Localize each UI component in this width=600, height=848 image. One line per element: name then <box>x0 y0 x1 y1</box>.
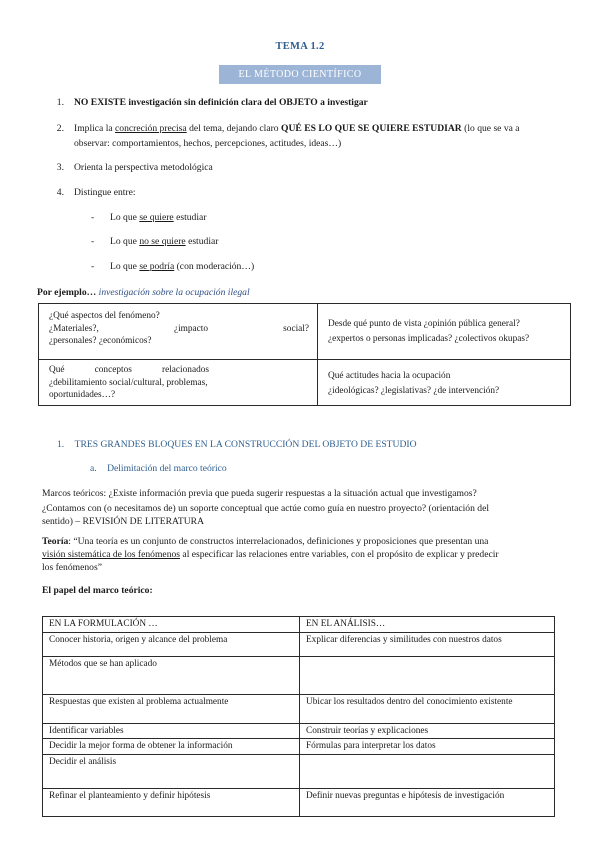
text-run: Lo que <box>110 236 140 247</box>
example-table <box>38 303 571 406</box>
paragraph: Marcos teóricos: ¿Existe información previa que pueda sugerir respuestas a la situación actual que investigamos? <box>42 488 477 499</box>
list-number: 3. <box>56 162 64 173</box>
cell-word: Qué <box>49 365 65 375</box>
page-title: TEMA 1.2 <box>275 41 325 52</box>
table-cell <box>39 360 318 406</box>
cell-line: ¿expertos o personas implicadas? ¿colectivos okupas? <box>328 333 530 344</box>
underlined-text: concreción precisa <box>115 123 187 134</box>
section-number: 1. <box>57 439 65 450</box>
text-run: al especificar las relaciones entre variables, con el propósito de explicar y predecir <box>180 549 499 560</box>
text-run: del tema, dejando claro <box>186 123 281 134</box>
list-item: NO EXISTE investigación sin definición clara del OBJETO a investigar <box>74 97 368 108</box>
cell-word: relacionados <box>162 365 209 375</box>
framework-table <box>42 616 555 817</box>
table-cell <box>39 304 318 360</box>
list-item-continuation: observar: comportamientos, hechos, percepciones, actitudes, ideas…) <box>74 138 342 149</box>
subsection-letter: a. <box>90 463 97 474</box>
example-topic: investigación sobre la ocupación ilegal <box>96 287 250 298</box>
section-banner: EL MÉTODO CIENTÍFICO <box>219 65 381 84</box>
section-title: TRES GRANDES BLOQUES EN LA CONSTRUCCIÓN DEL OBJETO DE ESTUDIO <box>74 439 417 450</box>
paragraph: ¿Contamos con (o necesitamos de) un soporte conceptual que actúe como guía en nuestro proyecto? (orientación del <box>42 503 490 514</box>
bold-text: QUÉ ES LO QUE SE QUIERE ESTUDIAR <box>281 123 462 134</box>
sub-list-item <box>110 261 254 274</box>
text-run: (con moderación…) <box>174 261 255 272</box>
dash-bullet: - <box>91 212 95 223</box>
sub-list-item <box>110 212 206 225</box>
list-number: 2. <box>56 123 64 134</box>
cell-line: Desde qué punto de vista ¿opinión pública general? <box>328 319 520 329</box>
underlined-text: se podría <box>139 261 175 272</box>
subsection-title: Delimitación del marco teórico <box>107 463 227 474</box>
example-lead: Por ejemplo… <box>37 287 97 298</box>
text-run: Lo que <box>110 261 140 272</box>
cell-line: Qué actitudes hacia la ocupación <box>328 371 451 381</box>
list-item: Orienta la perspectiva metodológica <box>74 162 213 173</box>
bold-label: Teoría <box>42 536 69 547</box>
table-cell: Definir nuevas preguntas e hipótesis de investigación <box>300 788 555 816</box>
cell-word: ¿Materiales?, <box>49 323 99 334</box>
cell-line: oportunidades…? <box>49 390 116 401</box>
list-number: 4. <box>56 187 64 198</box>
cell-line <box>49 323 309 336</box>
dash-bullet: - <box>91 261 95 272</box>
cell-line: ¿personales? ¿económicos? <box>49 336 152 347</box>
paragraph <box>42 549 562 562</box>
underlined-text: se quiere <box>139 212 174 223</box>
cell-word: conceptos <box>94 365 132 375</box>
text-run: estudiar <box>185 236 219 247</box>
table-header: EN EL ANÁLISIS… <box>300 617 555 633</box>
table-header: EN LA FORMULACIÓN … <box>43 617 300 633</box>
table-cell: Decidir el análisis <box>43 754 300 788</box>
table-cell <box>300 656 555 694</box>
sub-list-item <box>110 236 218 249</box>
list-item <box>74 123 574 136</box>
paragraph: los fenómenos” <box>42 562 102 573</box>
underlined-text: visión sistemática de los fenómenos <box>42 549 181 560</box>
example-line <box>37 287 250 300</box>
cell-line: ¿ideológicas? ¿legislativas? ¿de intervención? <box>328 385 500 396</box>
cell-line: ¿debilitamiento social/cultural, problemas, <box>49 377 208 388</box>
paragraph: sentido) – REVISIÓN DE LITERATURA <box>42 516 205 527</box>
text-run: Implica la <box>74 123 116 134</box>
table-cell <box>300 754 555 788</box>
table-cell: Conocer historia, origen y alcance del problema <box>43 632 300 656</box>
text-run: : “Una teoría es un conjunto de constructos interrelacionados, definiciones y proposiciones que presentan una <box>68 536 489 547</box>
cell-word: social? <box>283 323 309 334</box>
table-cell: Construir teorías y explicaciones <box>300 723 555 739</box>
list-item: Distingue entre: <box>74 187 136 198</box>
cell-line <box>49 364 209 377</box>
table-cell: Fórmulas para interpretar los datos <box>300 739 555 755</box>
table-cell <box>318 304 571 360</box>
cell-word: ¿impacto <box>173 323 209 334</box>
table-cell <box>318 360 571 406</box>
table-cell: Respuestas que existen al problema actualmente <box>43 694 300 723</box>
paragraph-heading: El papel del marco teórico: <box>42 585 153 596</box>
section-heading <box>57 439 417 452</box>
cell-line: ¿Qué aspectos del fenómeno? <box>49 311 160 321</box>
dash-bullet: - <box>91 236 95 247</box>
text-run: Lo que <box>110 212 140 223</box>
table-cell: Decidir la mejor forma de obtener la información <box>43 739 300 755</box>
underlined-text: no se quiere <box>139 236 186 247</box>
table-cell: Explicar diferencias y similitudes con nuestros datos <box>300 632 555 656</box>
text-run: (lo que se va a <box>461 123 520 134</box>
paragraph <box>42 536 562 549</box>
table-cell: Refinar el planteamiento y definir hipótesis <box>43 788 300 816</box>
table-cell: Ubicar los resultados dentro del conocimiento existente <box>300 694 555 723</box>
text-run: estudiar <box>173 212 207 223</box>
table-cell: Métodos que se han aplicado <box>43 656 300 694</box>
subsection-heading <box>90 463 227 476</box>
table-cell: Identificar variables <box>43 723 300 739</box>
list-number: 1. <box>56 97 64 108</box>
